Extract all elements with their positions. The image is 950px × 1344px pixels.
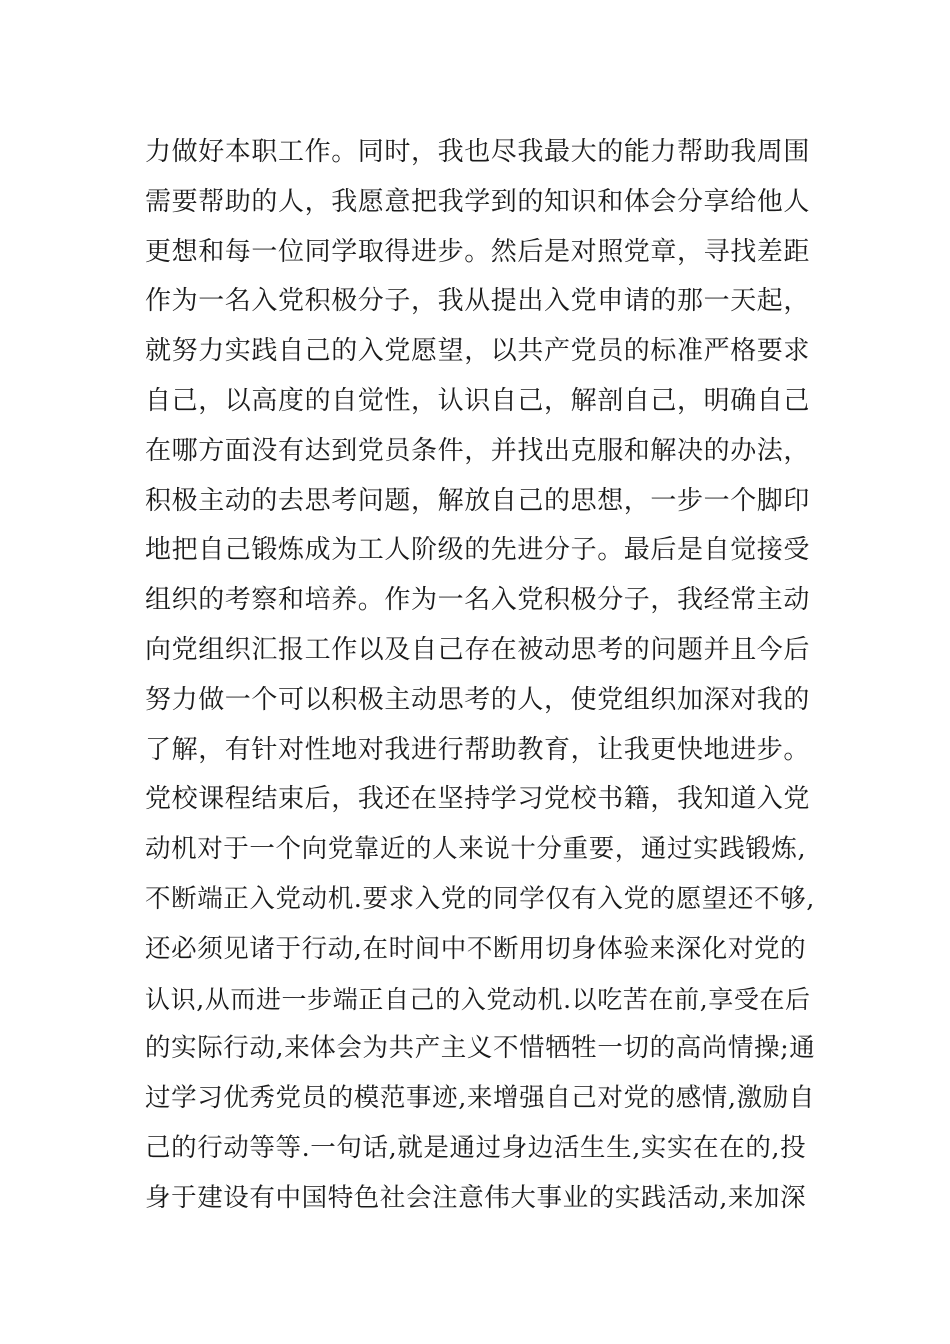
text-line: 党校课程结束后，我还在坚持学习党校书籍，我知道入党 — [145, 784, 811, 815]
text-line: 努力做一个可以积极主动思考的人，使党组织加深对我的 — [145, 684, 811, 715]
text-line: 还必须见诸于行动,在时间中不断用切身体验来深化对党的 — [145, 933, 807, 964]
text-line: 的实际行动,来体会为共产主义不惜牺牲一切的高尚情操;通 — [145, 1033, 816, 1064]
text-line: 不断端正入党动机.要求入党的同学仅有入党的愿望还不够, — [145, 883, 815, 914]
text-line: 作为一名入党积极分子，我从提出入党申请的那一天起， — [145, 286, 811, 317]
text-line: 了解，有针对性地对我进行帮助教育，让我更快地进步。 — [145, 734, 811, 765]
text-line: 向党组织汇报工作以及自己存在被动思考的问题并且今后 — [145, 634, 811, 665]
text-line: 动机对于一个向党靠近的人来说十分重要，通过实践锻炼, — [145, 834, 807, 865]
text-line: 积极主动的去思考问题，解放自己的思想，一步一个脚印 — [145, 485, 811, 516]
text-line: 需要帮助的人，我愿意把我学到的知识和体会分享给他人 — [145, 186, 811, 217]
text-line: 认识,从而进一步端正自己的入党动机.以吃苦在前,享受在后 — [145, 984, 811, 1014]
text-line: 组织的考察和培养。作为一名入党积极分子，我经常主动 — [145, 585, 811, 616]
text-line: 就努力实践自己的入党愿望，以共产党员的标准严格要求 — [145, 336, 811, 367]
text-line: 更想和每一位同学取得进步。然后是对照党章，寻找差距 — [145, 236, 811, 267]
text-line: 身于建设有中国特色社会注意伟大事业的实践活动,来加深 — [145, 1182, 807, 1213]
body-text — [145, 128, 815, 1224]
text-line: 力做好本职工作。同时，我也尽我最大的能力帮助我周围 — [145, 137, 811, 167]
text-line: 过学习优秀党员的模范事迹,来增强自己对党的感情,激励自 — [145, 1083, 815, 1114]
text-line: 在哪方面没有达到党员条件，并找出克服和解决的办法， — [145, 435, 811, 466]
text-line: 地把自己锻炼成为工人阶级的先进分子。最后是自觉接受 — [145, 535, 811, 566]
text-line: 己的行动等等.一句话,就是通过身边活生生,实实在在的,投 — [145, 1132, 807, 1163]
text-line: 自己，以高度的自觉性，认识自己，解剖自己，明确自己 — [145, 385, 811, 416]
